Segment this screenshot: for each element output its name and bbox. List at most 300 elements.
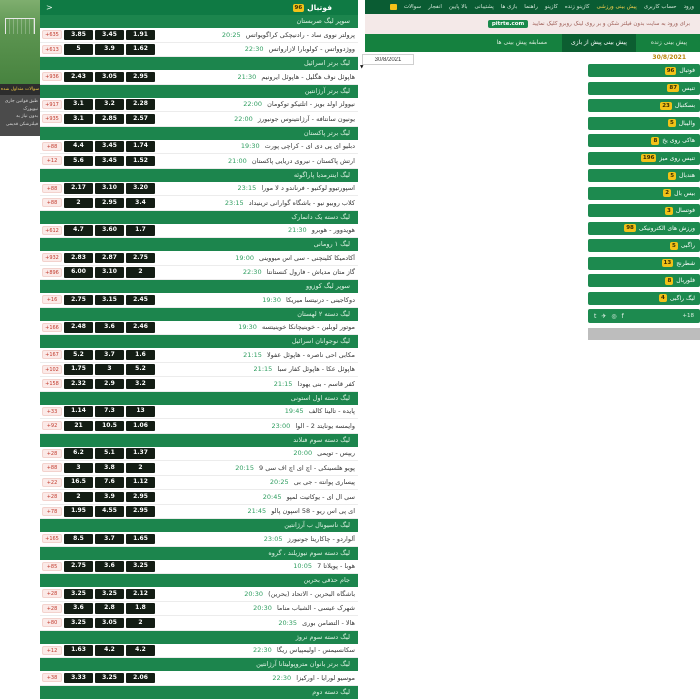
- odds-button-draw[interactable]: 5.1: [95, 448, 124, 459]
- sidebar-sport-item[interactable]: [588, 187, 700, 200]
- sidebar-sport-item[interactable]: [588, 117, 700, 130]
- chat-bubble-icon[interactable]: [390, 4, 397, 10]
- odds-button-away[interactable]: 3: [64, 463, 93, 474]
- match-row[interactable]: [40, 602, 358, 617]
- odds-button-draw[interactable]: 3.45: [95, 156, 124, 167]
- collapse-chevron-icon[interactable]: <: [46, 3, 53, 12]
- match-row[interactable]: [40, 154, 358, 169]
- match-text: [272, 422, 355, 430]
- sidebar-sport-item[interactable]: [588, 204, 700, 217]
- match-row[interactable]: [40, 616, 358, 631]
- odds-button-away[interactable]: 4.4: [64, 141, 93, 152]
- odds-button-away[interactable]: 2.32: [64, 379, 93, 390]
- match-text: [253, 646, 355, 654]
- odds-button-away[interactable]: 5.6: [64, 156, 93, 167]
- boost-badge[interactable]: +88: [42, 463, 62, 472]
- odds-button-draw[interactable]: 3.45: [95, 141, 124, 152]
- odds-button-draw[interactable]: 3.45: [95, 30, 124, 41]
- odds-button-home[interactable]: 3.25: [126, 561, 155, 572]
- league-header[interactable]: لیگ دسته ۲ لهستان: [40, 308, 358, 321]
- sport-count-badge: 3: [666, 207, 671, 214]
- odds-button-home[interactable]: 1.52: [126, 156, 155, 167]
- league-header[interactable]: لیگ دسته سوم فنلاند: [40, 434, 358, 447]
- telegram-icon[interactable]: ✈: [601, 312, 607, 320]
- match-time: 22:30: [242, 268, 262, 277]
- match-row[interactable]: [40, 348, 358, 363]
- odds-button-away[interactable]: 3.1: [64, 114, 93, 125]
- boost-badge[interactable]: +917: [42, 100, 62, 109]
- sport-label: هاکی روی یخ: [662, 137, 695, 144]
- match-time: 10:05: [293, 562, 313, 571]
- boost-badge[interactable]: +88: [42, 184, 62, 193]
- league-header[interactable]: سوپر لیگ صربستان: [40, 15, 358, 28]
- odds-button-away[interactable]: 1.14: [64, 406, 93, 417]
- boost-badge[interactable]: +28: [42, 604, 62, 613]
- sidebar-sport-item[interactable]: [588, 239, 700, 252]
- odds-button-draw[interactable]: 3.25: [95, 589, 124, 600]
- odds-button-home[interactable]: 1.62: [126, 44, 155, 55]
- sport-count-badge: 196: [642, 155, 655, 161]
- boost-badge[interactable]: +166: [42, 323, 62, 332]
- match-time: 22:00: [243, 100, 263, 109]
- match-time: 19:30: [262, 295, 281, 304]
- odds-button-draw[interactable]: 2.8: [95, 603, 124, 614]
- boost-badge[interactable]: +158: [42, 379, 62, 388]
- team-names: کلاب روبیو نیو - باشگاه گوارانی ترینیداد: [248, 198, 355, 207]
- league-header[interactable]: لیگ نوجوانان اسرائیل: [40, 335, 358, 348]
- match-row[interactable]: [40, 112, 358, 127]
- odds-button-away[interactable]: 3.85: [64, 30, 93, 41]
- match-text: [238, 184, 355, 192]
- odds-button-draw[interactable]: 2.87: [95, 253, 124, 264]
- odds-button-home[interactable]: 2.06: [126, 673, 155, 684]
- team-names: اسپورتیوو لوکنیو - فرناندو د لا مورا: [261, 184, 355, 193]
- league-header[interactable]: سوپر لیگ کوزوو: [40, 280, 358, 293]
- match-text: [253, 604, 355, 612]
- match-row[interactable]: [40, 266, 358, 281]
- notice-text: برای ورود به سایت بدون فیلتر شکن و بر روی لینک روبرو کلیک نمایید: [532, 21, 690, 27]
- odds-button-draw[interactable]: 2.85: [95, 114, 124, 125]
- match-list: [40, 15, 358, 699]
- match-row[interactable]: [40, 377, 358, 392]
- odds-button-draw[interactable]: 3.7: [95, 534, 124, 545]
- boost-badge[interactable]: +88: [42, 142, 62, 151]
- boost-badge[interactable]: +12: [42, 646, 62, 655]
- match-row[interactable]: [40, 196, 358, 211]
- match-row[interactable]: [40, 70, 358, 85]
- menu-item[interactable]: حساب کاربری: [643, 4, 677, 10]
- facebook-icon[interactable]: f: [621, 312, 624, 320]
- sidebar-sport-item[interactable]: [588, 152, 700, 165]
- odds-button-home[interactable]: 2: [126, 618, 155, 629]
- odds-button-away[interactable]: 5.2: [64, 350, 93, 361]
- sport-label: بسکتبال: [674, 102, 695, 109]
- odds-button-home[interactable]: 1.8: [126, 603, 155, 614]
- match-text: [293, 449, 355, 457]
- odds-button-home[interactable]: 1.37: [126, 448, 155, 459]
- league-header[interactable]: جام حذفی بحرین: [40, 574, 358, 587]
- league-header[interactable]: لیگ برتر آرژانتین: [40, 85, 358, 98]
- odds-button-away[interactable]: 21: [64, 421, 93, 432]
- boost-badge[interactable]: +932: [42, 253, 62, 262]
- odds-button-draw[interactable]: 3.10: [95, 183, 124, 194]
- odds-button-home[interactable]: 2.57: [126, 114, 155, 125]
- tab-active[interactable]: پیش بینی پیش از بازی: [562, 34, 636, 52]
- odds-button-home[interactable]: 1.6: [126, 350, 155, 361]
- boost-badge[interactable]: +102: [42, 365, 62, 374]
- match-row[interactable]: [40, 447, 358, 462]
- odds-button-draw[interactable]: 3.25: [95, 673, 124, 684]
- boost-badge[interactable]: +16: [42, 295, 62, 304]
- odds-button-away[interactable]: 2.83: [64, 253, 93, 264]
- league-header[interactable]: لیگ برتر پاکستان: [40, 127, 358, 140]
- odds-button-away[interactable]: 2.48: [64, 322, 93, 333]
- odds-button-home[interactable]: 2.45: [126, 295, 155, 306]
- odds-button-home[interactable]: 1.65: [126, 534, 155, 545]
- boost-badge[interactable]: +28: [42, 589, 62, 598]
- team-names: وایمسه یونایتد 2 - الوا: [295, 421, 355, 430]
- team-names: پویو هلسینکی - اچ ای اچ اف سی 9: [259, 463, 355, 472]
- match-row[interactable]: [40, 505, 358, 520]
- odds-button-home[interactable]: 2.75: [126, 253, 155, 264]
- odds-button-home[interactable]: 13: [126, 406, 155, 417]
- odds-button-home[interactable]: 2.95: [126, 72, 155, 83]
- odds-button-away[interactable]: 2: [64, 492, 93, 503]
- boost-badge[interactable]: +12: [42, 156, 62, 165]
- team-names: نیوولز اولد بویز - اتلتیکو توکومان: [267, 100, 355, 109]
- match-row[interactable]: [40, 182, 358, 197]
- boost-badge[interactable]: +165: [42, 534, 62, 543]
- boost-badge[interactable]: +612: [42, 226, 62, 235]
- odds-button-away[interactable]: 3.25: [64, 589, 93, 600]
- sport-label: بیس بال: [674, 189, 695, 197]
- sport-label: ورزش های الکترونیکی: [638, 224, 695, 232]
- sport-title-wrap: [293, 3, 332, 12]
- odds-button-home[interactable]: 4.2: [126, 645, 155, 656]
- match-text: [293, 562, 355, 570]
- odds-button-away[interactable]: 2.43: [64, 72, 93, 83]
- match-row[interactable]: [40, 98, 358, 113]
- sport-count-badge: 96: [294, 4, 303, 11]
- sport-count-badge: 5: [670, 172, 675, 179]
- odds-button-draw[interactable]: 7.6: [95, 477, 124, 488]
- menu-item[interactable]: کازینو زنده: [564, 4, 590, 10]
- odds-button-away[interactable]: 3.25: [64, 618, 93, 629]
- match-time: 20:25: [269, 478, 289, 487]
- league-header[interactable]: لیگ دسته اول استونی: [40, 392, 358, 405]
- banner-line: طبق قوانین جاری نیویورک: [4, 99, 38, 112]
- match-time: 22:00: [234, 114, 253, 123]
- league-header[interactable]: لیگ برتر اسرائیل: [40, 57, 358, 70]
- odds-button-away[interactable]: 2.17: [64, 183, 93, 194]
- match-text: [262, 296, 355, 304]
- left-banner[interactable]: [0, 0, 40, 136]
- match-row[interactable]: [40, 560, 358, 575]
- odds-button-away[interactable]: 8.5: [64, 534, 93, 545]
- match-time: 21:15: [243, 350, 262, 359]
- match-text: [225, 199, 355, 207]
- goal-frame-graphic: [5, 18, 35, 34]
- match-time: 21:15: [273, 379, 293, 388]
- sport-count-badge: 87: [669, 85, 678, 91]
- match-time: 22:30: [244, 45, 264, 54]
- odds-button-home[interactable]: 1.7: [126, 225, 155, 236]
- odds-button-home[interactable]: 1.06: [126, 421, 155, 432]
- match-time: 23:15: [224, 198, 244, 207]
- sport-label: فوتبال: [679, 67, 695, 74]
- prediction-tab-bar: [365, 34, 700, 52]
- match-time: 20:45: [262, 492, 282, 501]
- odds-button-draw[interactable]: 3: [95, 364, 124, 375]
- team-names: ارتش پاکستان - نیروی دریایی پاکستان: [251, 156, 355, 165]
- sidebar-sport-item[interactable]: [588, 64, 700, 77]
- match-text: [288, 226, 355, 234]
- odds-button-draw[interactable]: 3.60: [95, 225, 124, 236]
- sidebar-sport-item[interactable]: [588, 82, 700, 95]
- match-time: 23:00: [271, 421, 291, 430]
- sidebar-sport-item[interactable]: [588, 222, 700, 235]
- match-row[interactable]: [40, 671, 358, 686]
- banner-line: بدون نیاز به فیلترشکن قدیمی: [5, 114, 38, 127]
- match-row[interactable]: [40, 587, 358, 602]
- team-names: هویدوور - هوبرو: [311, 226, 355, 235]
- match-row[interactable]: [40, 490, 358, 505]
- match-row[interactable]: [40, 363, 358, 378]
- sport-label: فوتسال: [675, 207, 695, 214]
- sport-label: فلوربال: [676, 277, 695, 284]
- match-text: [241, 142, 355, 150]
- match-row[interactable]: [40, 140, 358, 155]
- match-time: 19:30: [238, 323, 257, 332]
- odds-button-draw[interactable]: 4.2: [95, 645, 124, 656]
- team-names: دبلیو ای پی دی ای - کراچی پورت: [264, 142, 355, 151]
- match-time: 19:45: [284, 407, 304, 416]
- odds-button-draw[interactable]: 3.15: [95, 295, 124, 306]
- menu-item[interactable]: کازینو: [544, 4, 558, 10]
- odds-button-home[interactable]: 2.46: [126, 322, 155, 333]
- odds-button-draw[interactable]: 3.7: [95, 350, 124, 361]
- odds-button-draw[interactable]: 3.9: [95, 492, 124, 503]
- match-row[interactable]: [40, 293, 358, 308]
- match-text: [243, 351, 355, 359]
- odds-button-home[interactable]: 2.95: [126, 492, 155, 503]
- sport-count-badge: 96: [666, 67, 675, 74]
- sidebar-sport-item[interactable]: [588, 169, 700, 182]
- boost-badge[interactable]: +635: [42, 30, 62, 39]
- menu-item[interactable]: راهنما: [524, 4, 538, 10]
- team-names: هاپوئل نوف هگلیل - هاپوئل ایرونیم: [261, 72, 355, 81]
- sidebar-sport-item[interactable]: [588, 274, 700, 287]
- team-names: دوکاجینی - درنیتسا میریکا: [286, 295, 355, 304]
- odds-button-away[interactable]: 6.00: [64, 267, 93, 278]
- odds-button-away[interactable]: 2: [64, 198, 93, 209]
- match-text: [222, 31, 355, 39]
- team-names: آلواردو - چاکاریتا جونیورز: [287, 534, 355, 543]
- match-text: [238, 73, 356, 81]
- match-row[interactable]: [40, 251, 358, 266]
- mirror-domain-link[interactable]: pitrte.com: [488, 20, 528, 28]
- tab-item[interactable]: مسابقه پیش بینی ها: [496, 39, 548, 46]
- instagram-icon[interactable]: ◎: [611, 312, 617, 320]
- sport-count-badge: 4: [661, 295, 665, 301]
- odds-button-home[interactable]: 2.12: [126, 589, 155, 600]
- odds-button-home[interactable]: 2.28: [126, 99, 155, 110]
- odds-button-home[interactable]: 1.91: [126, 30, 155, 41]
- sidebar-footer: [588, 309, 700, 323]
- sidebar-sport-item[interactable]: [588, 99, 700, 112]
- match-text: [285, 407, 355, 415]
- league-header[interactable]: لیگ ناسیونال ب آرژانتین: [40, 519, 358, 532]
- odds-button-away[interactable]: 6.2: [64, 448, 93, 459]
- menu-item[interactable]: ورود: [683, 4, 694, 10]
- match-time: 21:45: [247, 507, 267, 516]
- boost-badge[interactable]: +28: [42, 492, 62, 501]
- odds-button-home[interactable]: 5.2: [126, 364, 155, 375]
- match-time: 23:15: [237, 184, 257, 193]
- menu-item[interactable]: سوالات: [403, 4, 422, 10]
- sidebar-sport-item[interactable]: [588, 257, 700, 270]
- menu-item[interactable]: پیش بینی ورزشی: [596, 4, 637, 10]
- odds-button-home[interactable]: 2.95: [126, 506, 155, 517]
- menu-item[interactable]: انفجار: [428, 4, 442, 10]
- match-row[interactable]: [40, 644, 358, 659]
- match-time: 20:35: [278, 618, 298, 627]
- match-time: 22:30: [253, 646, 272, 655]
- date-input[interactable]: [362, 54, 414, 65]
- odds-button-away[interactable]: 1.63: [64, 645, 93, 656]
- menu-item[interactable]: پشتیبانی: [474, 4, 494, 10]
- odds-button-away[interactable]: 1.75: [64, 364, 93, 375]
- odds-button-draw[interactable]: 3.9: [95, 44, 124, 55]
- sport-label: لیگ راگبی: [669, 294, 695, 302]
- team-names: سکانسیمس - اولیمپیاس ریگا: [276, 646, 355, 655]
- odds-button-draw[interactable]: 2.95: [95, 198, 124, 209]
- boost-badge[interactable]: +936: [42, 72, 62, 81]
- sidebar-sport-item[interactable]: [588, 292, 700, 305]
- boost-badge[interactable]: +88: [42, 198, 62, 207]
- odds-button-draw[interactable]: 3.6: [95, 322, 124, 333]
- odds-button-home[interactable]: 3.4: [126, 198, 155, 209]
- odds-button-draw[interactable]: 3.05: [95, 618, 124, 629]
- odds-button-draw[interactable]: 4.55: [95, 506, 124, 517]
- odds-button-away[interactable]: 5: [64, 44, 93, 55]
- league-header[interactable]: لیگ ۱ رومانی: [40, 238, 358, 251]
- boost-badge[interactable]: +92: [42, 421, 62, 430]
- odds-button-home[interactable]: 3.2: [126, 379, 155, 390]
- sport-count-badge: 5: [671, 242, 676, 249]
- odds-button-home[interactable]: 2: [126, 267, 155, 278]
- boost-badge[interactable]: +80: [42, 618, 62, 627]
- sidebar-sport-item[interactable]: [588, 134, 700, 147]
- odds-button-home[interactable]: 1.12: [126, 477, 155, 488]
- sports-sidebar: [588, 52, 700, 340]
- odds-button-draw[interactable]: 7.3: [95, 406, 124, 417]
- team-names: موسیو لورایا - اورکیزا: [296, 673, 355, 682]
- sidebar-footer-strip: [588, 328, 700, 340]
- league-header[interactable]: لیگ دسته دوم: [40, 686, 358, 699]
- match-row[interactable]: [40, 461, 358, 476]
- odds-button-away[interactable]: 16.5: [64, 477, 93, 488]
- match-row[interactable]: [40, 419, 358, 434]
- boost-badge[interactable]: +28: [42, 449, 62, 458]
- match-row[interactable]: [40, 224, 358, 239]
- odds-button-home[interactable]: 3.20: [126, 183, 155, 194]
- age-restriction-label: +18: [682, 313, 694, 319]
- match-row[interactable]: [40, 43, 358, 58]
- league-header[interactable]: لیگ دسته یک دانمارک: [40, 211, 358, 224]
- match-row[interactable]: [40, 321, 358, 336]
- team-names: گاز متان مدیاش - فارول کنستانتا: [266, 268, 355, 277]
- odds-button-draw[interactable]: 3.8: [95, 463, 124, 474]
- menu-item[interactable]: بازی ها: [500, 4, 518, 10]
- boost-badge[interactable]: +22: [42, 478, 62, 487]
- match-time: 20:00: [293, 449, 313, 458]
- boost-badge[interactable]: +167: [42, 350, 62, 359]
- match-time: 21:00: [228, 156, 247, 165]
- odds-button-away[interactable]: 1.95: [64, 506, 93, 517]
- odds-button-away[interactable]: 2.75: [64, 295, 93, 306]
- boost-badge[interactable]: +78: [42, 507, 62, 516]
- odds-button-away[interactable]: 2.75: [64, 561, 93, 572]
- team-names: سی ال ای - یوکاتیت لمپو: [286, 492, 355, 501]
- match-row[interactable]: [40, 532, 358, 547]
- boost-badge[interactable]: +85: [42, 562, 62, 571]
- odds-button-draw[interactable]: 3.2: [95, 99, 124, 110]
- team-names: هاپوئل عکا - هاپوئل کفار سبا: [277, 365, 355, 374]
- banner-caption: سوالات متداول شده: [0, 84, 40, 95]
- odds-button-home[interactable]: 2: [126, 463, 155, 474]
- match-time: 20:15: [235, 463, 254, 472]
- odds-button-away[interactable]: 3.1: [64, 99, 93, 110]
- sport-count-badge: 13: [663, 260, 672, 266]
- league-header[interactable]: لیگ دسته سوم نیوزیلند ، گروه: [40, 547, 358, 560]
- twitter-icon[interactable]: t: [594, 312, 597, 320]
- league-header[interactable]: لیگ دسته سوم نروژ: [40, 631, 358, 644]
- odds-button-home[interactable]: 1.74: [126, 141, 155, 152]
- match-row[interactable]: [40, 405, 358, 420]
- odds-button-away[interactable]: 3.6: [64, 603, 93, 614]
- odds-button-away[interactable]: 3.33: [64, 673, 93, 684]
- league-header[interactable]: لیگ برتر بانوان متروپولیتانا آرژانتین: [40, 658, 358, 671]
- match-row[interactable]: [40, 28, 358, 43]
- tab-item[interactable]: پیش بینی زنده: [650, 39, 687, 46]
- team-names: پایده - تالینا کالف: [308, 407, 355, 416]
- match-text: [272, 674, 355, 682]
- odds-button-draw[interactable]: 2.9: [95, 379, 124, 390]
- boost-badge[interactable]: +33: [42, 407, 62, 416]
- match-list-column: [40, 0, 358, 699]
- match-time: 21:15: [253, 365, 273, 374]
- odds-button-draw[interactable]: 3.05: [95, 72, 124, 83]
- sidebar-date: 30/8/2021: [652, 54, 686, 61]
- match-time: 22:30: [272, 673, 292, 682]
- boost-badge[interactable]: +935: [42, 114, 62, 123]
- boost-badge[interactable]: +896: [42, 268, 62, 277]
- sport-column-header: [40, 0, 358, 15]
- boost-badge[interactable]: +613: [42, 45, 62, 54]
- odds-button-draw[interactable]: 10.5: [95, 421, 124, 432]
- match-time: 20:30: [244, 589, 263, 598]
- match-row[interactable]: [40, 476, 358, 491]
- boost-badge[interactable]: +38: [42, 673, 62, 682]
- match-text: [235, 464, 355, 472]
- league-header[interactable]: لیگ اینترمدیا پاراگوئه: [40, 169, 358, 182]
- menu-item[interactable]: بالا پایین: [448, 4, 468, 10]
- odds-button-away[interactable]: 4.7: [64, 225, 93, 236]
- odds-button-draw[interactable]: 3.10: [95, 267, 124, 278]
- date-dropdown-caret-icon[interactable]: ▼: [360, 65, 364, 70]
- odds-button-draw[interactable]: 3.6: [95, 561, 124, 572]
